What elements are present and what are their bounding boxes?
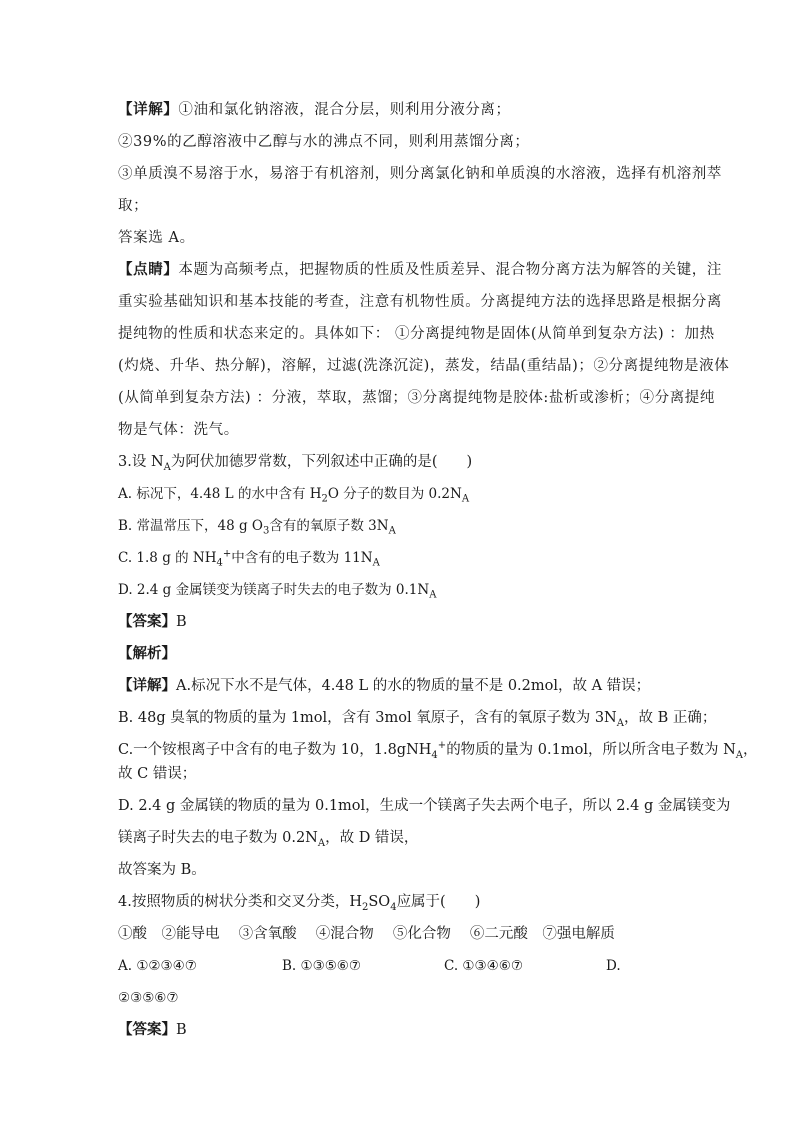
q4-answer: 【答案】B <box>118 1021 187 1038</box>
q2-comment-line-6: 物是气体：洗气。 <box>118 422 239 438</box>
q3-answer: 【答案】B <box>118 613 187 630</box>
q2-comment-line-5: (从简单到复杂方法) ：分液，萃取，蒸馏；③分离提纯物是胶体:盐析或渗析；④分离提纯 <box>118 390 716 406</box>
q3-detail-line-1: 【详解】A.标况下水不是气体，4.48 L 的水的物质的量不是 0.2mol，故 A 错误； <box>118 677 651 694</box>
q2-detail-line-3: ③单质溴不易溶于水，易溶于有机溶剂，则分离氯化钠和单质溴的水溶液，选择有机溶剂萃 <box>118 166 722 182</box>
q3-option-d: D. 2.4 g 金属镁变为镁离子时失去的电子数为 $0.1N_A$ <box>118 582 437 601</box>
q3-stem: 3.设 $N_A$为阿伏加德罗常数，下列叙述中正确的是( ) <box>118 454 473 473</box>
q2-detail-line-4: 取； <box>118 198 149 214</box>
q2-comment-line-2: 重实验基础知识和基本技能的考查，注意有机物性质。分离提纯方法的选择思路是根据分离 <box>118 294 722 310</box>
q3-detail-line-7: 故答案为 B。 <box>118 862 206 878</box>
q2-comment-line-4: (灼烧、升华、热分解)，溶解，过滤(洗涤沉淀)，蒸发，结晶(重结晶)；②分离提纯物是液体 <box>118 358 730 374</box>
q3-option-b: B. 常温常压下，48 g $O_3$含有的氧原子数 $3N_A$ <box>118 518 396 537</box>
q2-answer-line: 答案选 A。 <box>118 230 195 246</box>
detail-tag: 【详解】 <box>118 101 179 118</box>
comment-tag: 【点睛】 <box>118 261 179 278</box>
q2-comment-line-3: 提纯物的性质和状态来定的。具体如下： ①分离提纯物是固体(从简单到复杂方法) ：加热 <box>118 326 715 342</box>
q3-detail-line-3: C.一个铵根离子中含有的电子数为 10，1.8gNH$_4$+的物质的量为 0.1mol，所以所含电子数为 $N_A$， <box>118 740 758 761</box>
q3-option-c: C. 1.8 g 的 $NH_4^+$中含有的电子数为 $11N_A$ <box>118 548 380 569</box>
q2-comment-line-1: 【点睛】本题为高频考点，把握物质的性质及性质差异、混合物分离方法为解答的关键，注 <box>118 261 723 278</box>
q4-option-d-label: D. <box>606 958 621 974</box>
q3-detail-line-6: 镁离子时失去的电子数为 $0.2N_A$，故 D 错误， <box>118 830 419 849</box>
q4-stem: 4.按照物质的树状分类和交叉分类，$H_2SO_4$应属于( ) <box>118 894 481 913</box>
q4-option-c: C. ①③④⑥⑦ <box>444 958 523 974</box>
q3-detail-line-4: 故 C 错误； <box>118 766 197 782</box>
q3-analysis-tag: 【解析】 <box>118 645 176 662</box>
q2-detail-line-1: 【详解】①油和氯化钠溶液，混合分层，则利用分液分离； <box>118 101 511 118</box>
q3-detail-line-5: D. 2.4 g 金属镁的物质的量为 0.1mol，生成一个镁离子失去两个电子，所以 2.4 g 金属镁变为 <box>118 798 731 814</box>
q2-detail-line-2: ②39%的乙醇溶液中乙醇与水的沸点不同，则利用蒸馏分离； <box>118 134 530 150</box>
q3-detail-line-2: B. 48g 臭氧的物质的量为 1mol，含有 3mol 氧原子，含有的氧原子数为 $3N_A$，故 B 正确； <box>118 710 717 729</box>
q4-items: ①酸 ②能导电 ③含氧酸 ④混合物 ⑤化合物 ⑥二元酸 ⑦强电解质 <box>118 926 615 942</box>
q4-option-a: A. ①②③④⑦ <box>118 958 197 974</box>
q4-option-d-value: ②③⑤⑥⑦ <box>118 990 179 1006</box>
q3-option-a: A. 标况下，4.48 L 的水中含有 $H_2O$ 分子的数目为 $0.2N_A$ <box>118 486 470 505</box>
q4-option-b: B. ①③⑤⑥⑦ <box>282 958 362 974</box>
